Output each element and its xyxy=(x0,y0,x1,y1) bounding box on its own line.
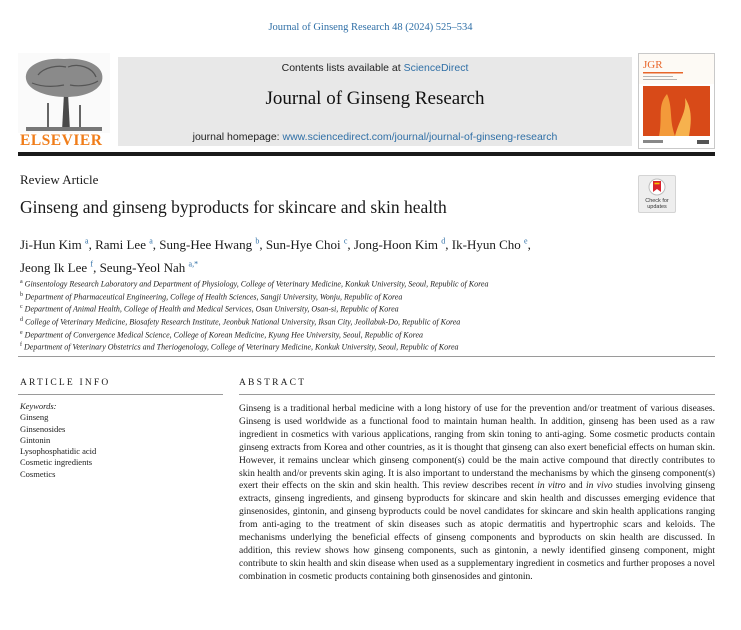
contents-prefix: Contents lists available at xyxy=(281,62,404,74)
keywords-label: Keywords: xyxy=(20,401,57,411)
article-info-rule xyxy=(18,394,223,395)
author[interactable]: Sun-Hye Choi $^c$, xyxy=(265,237,351,253)
author[interactable]: Ji-Hun Kim $^a$, xyxy=(20,237,92,253)
abstract-heading: ABSTRACT xyxy=(239,378,307,388)
author-affiliation-sup[interactable]: a,* xyxy=(188,259,199,269)
keyword-item[interactable]: Ginsenosides xyxy=(20,423,66,434)
abstract-rule xyxy=(239,394,715,395)
journal-homepage-line xyxy=(118,131,632,143)
author[interactable]: Ik-Hyun Cho $^e$, xyxy=(451,237,531,253)
sciencedirect-link[interactable]: ScienceDirect xyxy=(403,62,469,74)
keyword-item[interactable]: Gintonin xyxy=(20,434,51,445)
keyword-item[interactable]: Cosmetics xyxy=(20,468,56,479)
check-label-line2: updates xyxy=(647,204,667,210)
journal-reference[interactable]: Journal of Ginseng Research 48 (2024) 525–534 xyxy=(268,22,473,33)
affiliation-item: $^f$ Department of Veterinary Obstetrics and Theriogenology, College of Veterinary Medicine, Konkuk University, Seoul, Republic of Korea xyxy=(20,342,459,352)
article-type: Review Article xyxy=(20,172,99,187)
keyword-item[interactable]: Lysophosphatidic acid xyxy=(20,446,97,457)
author[interactable]: Jeong Ik Lee $^f$, xyxy=(20,259,97,275)
journal-cover-thumbnail[interactable] xyxy=(638,53,715,149)
check-for-updates-label xyxy=(639,198,675,210)
journal-homepage-link[interactable]: www.sciencedirect.com/journal/journal-of-ginseng-research xyxy=(282,131,558,143)
keywords-block xyxy=(20,401,220,480)
author[interactable]: Sung-Hee Hwang $^b$, xyxy=(159,237,263,253)
author-corresponding[interactable]: Seung-Yeol Nah $^{a,*}$ xyxy=(99,259,199,275)
author-list xyxy=(20,232,720,277)
article-info-heading: ARTICLE INFO xyxy=(20,378,111,388)
check-label-line1: Check for xyxy=(645,198,669,204)
abstract-text: Ginseng is a traditional herbal medicine with a long history of use for the prevention and/or treatment of various diseases. Ginseng is used worldwide as a functional food to maintain human health. In addition, ginseng has been used as a raw ingredient in cosmetics with various applications, ranging from skin toning to anti-aging. Some cosmetic products contain ginseng extracts from Korea and other countries, as it is thought that ginseng can also exert beneficial effects on human skin. However, it remains unclear which ginseng component(s) could be the main active compound that directly contributes to skin health and/or prevents skin aging. It is also important to understand the mechanisms by which the ginseng component(s) exert their effects on the skin and skin health. This review describes recent in vitro and in vivo studies involving ginseng extracts, ginseng ingredients, and ginseng byproducts for skincare and skin health and discusses emerging evidence that ginsenosides, gintonin, and ginseng byproducts could be novel candidates for skincare and skin health applications ranging from anti-aging to the treatment of skin diseases such as atopic dermatitis and hypertrophic scars and keloids. The mechanisms underlying the beneficial effects of ginseng components and byproducts on skin health are discussed. In addition, this review shows how ginseng components, such as gintonin, a newly identified ginseng component, might contribute to skin health and skin disease when used as a supplementary ingredient in cosmetics and further proposes a novel combination in cosmetic products containing both ginsenosides and gintonin. xyxy=(239,404,715,582)
author-affiliation-sup[interactable]: d xyxy=(441,237,446,246)
affiliation-item: $^c$ Department of Animal Health, College of Health and Medical Services, Osan University, Osan-si, Republic of Korea xyxy=(20,304,399,314)
author-affiliation-sup[interactable]: a xyxy=(149,237,153,246)
elsevier-tree-logo[interactable] xyxy=(18,53,110,149)
affiliation-item: $^b$ Department of Pharmaceutical Engineering, College of Health Sciences, Sangji University, Wonju, Republic of Korea xyxy=(20,291,403,302)
author-affiliation-sup[interactable]: e xyxy=(524,237,528,246)
author-affiliation-sup[interactable]: f xyxy=(90,259,94,269)
check-for-updates-button[interactable] xyxy=(638,175,676,213)
affiliation-item: $^e$ Department of Convergence Medical Science, College of Korean Medicine, Kyung Hee University, Seoul, Republic of Korea xyxy=(20,329,424,340)
header-divider xyxy=(18,356,715,357)
homepage-prefix: journal homepage: xyxy=(192,131,283,143)
journal-cover-image xyxy=(639,54,714,148)
elsevier-tree-icon xyxy=(18,53,110,133)
affiliation-list xyxy=(20,277,720,353)
author[interactable]: Jong-Hoon Kim $^d$, xyxy=(353,237,449,253)
contents-lists-line xyxy=(118,62,632,74)
author-affiliation-sup[interactable]: a xyxy=(85,237,89,246)
cover-logo-text: JGR xyxy=(643,59,663,71)
elsevier-wordmark: ELSEVIER xyxy=(20,132,103,149)
journal-title: Journal of Ginseng Research xyxy=(265,88,485,109)
keyword-item[interactable]: Ginseng xyxy=(20,412,49,423)
masthead-divider xyxy=(18,152,715,156)
author-affiliation-sup[interactable]: b xyxy=(255,237,260,246)
affiliation-item: $^d$ College of Veterinary Medicine, Biosafety Research Institute, Jeonbuk National University, Iksan City, Jeollabuk-Do, Republic of Korea xyxy=(20,316,461,327)
author-affiliation-sup[interactable]: c xyxy=(343,237,348,246)
author[interactable]: Rami Lee $^a$, xyxy=(95,237,157,253)
article-title: Ginseng and ginseng byproducts for skincare and skin health xyxy=(20,197,447,217)
keyword-item[interactable]: Cosmetic ingredients xyxy=(20,457,93,468)
masthead xyxy=(18,53,715,149)
journal-banner xyxy=(118,57,632,146)
affiliation-item: $^a$ Ginsentology Research Laboratory and Department of Physiology, College of Veterinary Medicine, Konkuk University, Seoul, Republic of Korea xyxy=(20,279,489,289)
bookmark-check-icon xyxy=(639,176,675,198)
